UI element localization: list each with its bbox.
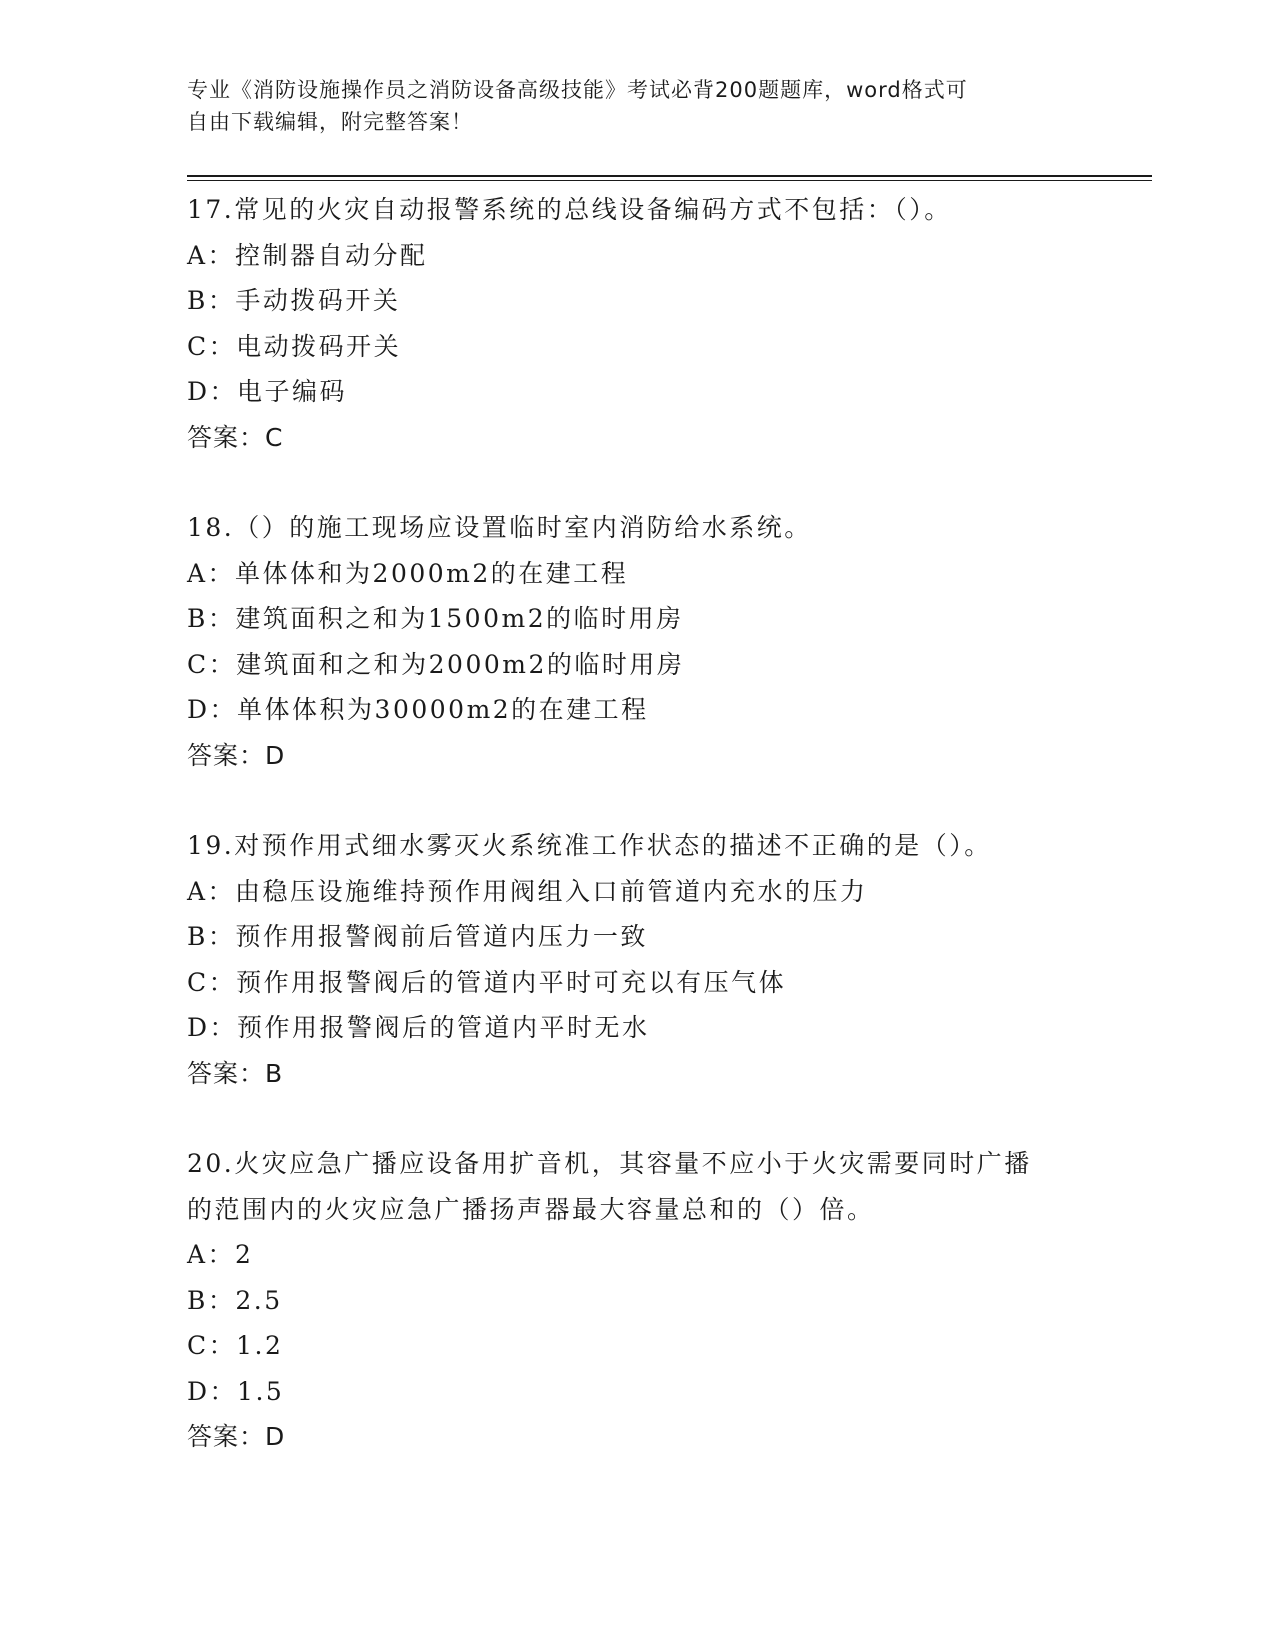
- option-d: D：1.5: [187, 1376, 285, 1406]
- question-20: [187, 1141, 1147, 1460]
- question-stem: 19.对预作用式细水雾灭火系统准工作状态的描述不正确的是（）。: [187, 831, 992, 860]
- option-d: D：预作用报警阀后的管道内平时无水: [187, 1013, 650, 1042]
- header-line-2: 自由下载编辑，附完整答案！: [187, 110, 473, 134]
- option-b: B：手动拨码开关: [187, 286, 401, 315]
- option-d: D：电子编码: [187, 377, 348, 406]
- option-a: A：单体体和为2000m2的在建工程: [187, 558, 629, 588]
- answer: 答案：C: [187, 422, 284, 452]
- question-stem: 17.常见的火灾自动报警系统的总线设备编码方式不包括：（）。: [187, 195, 952, 224]
- option-a: A：由稳压设施维持预作用阀组入口前管道内充水的压力: [187, 876, 868, 906]
- question-list: [187, 187, 1147, 1460]
- question-stem-line-2: 的范围内的火灾应急广播扬声器最大容量总和的（）倍。: [187, 1194, 875, 1224]
- option-b: B：建筑面积之和为1500m2的临时用房: [187, 604, 684, 633]
- option-c: C：1.2: [187, 1331, 284, 1360]
- option-a: A：2: [187, 1240, 254, 1269]
- answer: 答案：B: [187, 1058, 284, 1088]
- question-stem-line-1: 20.火灾应急广播应设备用扩音机，其容量不应小于火灾需要同时广播: [187, 1149, 1032, 1178]
- option-c: C：建筑面和之和为2000m2的临时用房: [187, 649, 685, 679]
- option-b: B：预作用报警阀前后管道内压力一致: [187, 922, 648, 951]
- question-19: [187, 823, 1147, 1096]
- document-header: [187, 74, 1087, 138]
- header-line-1: 专业《消防设施操作员之消防设备高级技能》考试必背200题题库，word格式可: [187, 78, 968, 102]
- option-a: A：控制器自动分配: [187, 240, 428, 270]
- option-b: B：2.5: [187, 1285, 283, 1315]
- question-stem: 18.（）的施工现场应设置临时室内消防给水系统。: [187, 513, 812, 542]
- header-divider-thin: [187, 180, 1152, 181]
- header-divider-thick: [187, 175, 1152, 177]
- option-c: C：电动拨码开关: [187, 331, 402, 361]
- option-d: D：单体体积为30000m2的在建工程: [187, 695, 649, 724]
- question-17: [187, 187, 1147, 460]
- option-c: C：预作用报警阀后的管道内平时可充以有压气体: [187, 967, 787, 997]
- answer: 答案：D: [187, 1422, 286, 1451]
- question-18: [187, 505, 1147, 778]
- answer: 答案：D: [187, 740, 286, 770]
